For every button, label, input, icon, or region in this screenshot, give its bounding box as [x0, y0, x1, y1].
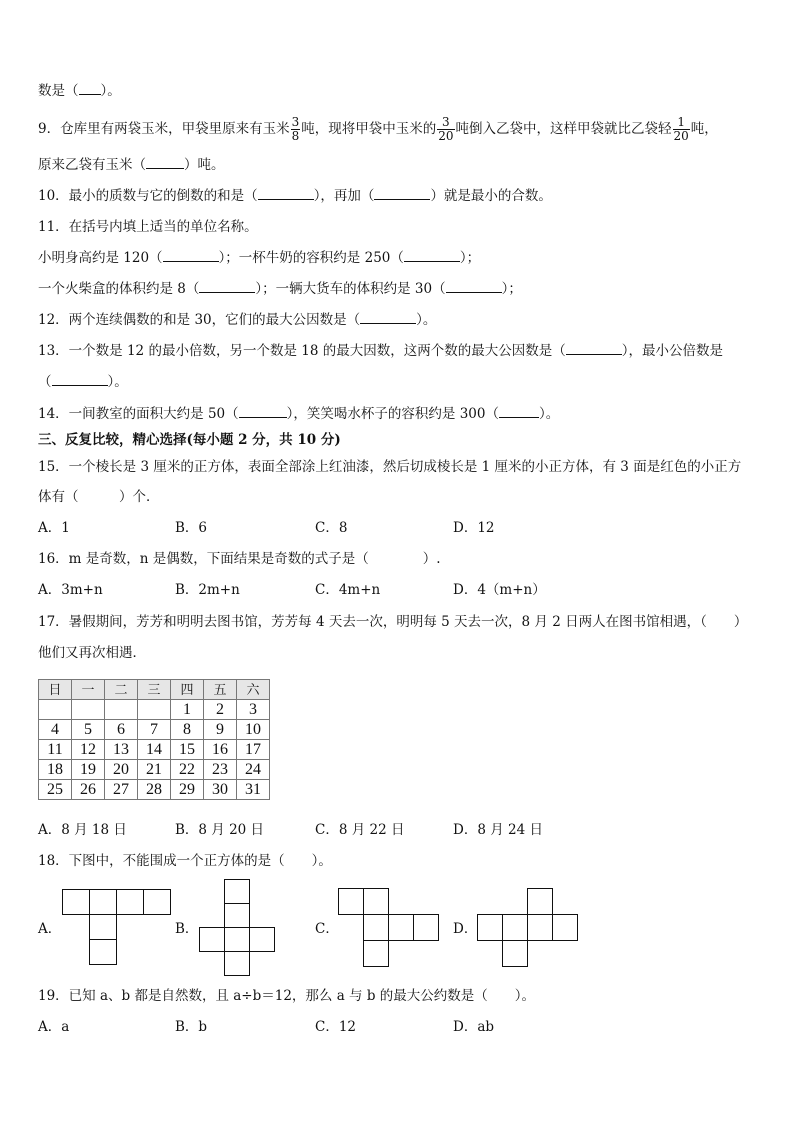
calendar-cell: 8 [171, 720, 204, 740]
calendar-cell: 24 [237, 760, 270, 780]
calendar-cell: 25 [39, 780, 72, 800]
option-c[interactable]: C．4m+n [315, 582, 381, 598]
option-b[interactable]: B． [175, 921, 199, 937]
net-square [339, 889, 364, 915]
net-square [553, 915, 578, 941]
calendar-cell: 16 [204, 740, 237, 760]
calendar-row [39, 720, 270, 740]
net-square [364, 941, 389, 967]
fraction: $\frac{1}{20}$ [673, 115, 689, 143]
net-square [225, 880, 250, 904]
section-3-heading: 三、反复比较，精心选择(每小题 2 分，共 10 分) [38, 432, 341, 448]
calendar-cell: 2 [204, 700, 237, 720]
calendar-cell [138, 700, 171, 720]
weekday-header: 三 [138, 680, 171, 700]
calendar-cell: 11 [39, 740, 72, 760]
net-square [90, 915, 117, 940]
calendar-cell [72, 700, 105, 720]
answer-blank[interactable] [239, 405, 287, 418]
calendar-cell: 7 [138, 720, 171, 740]
calendar-cell: 10 [237, 720, 270, 740]
question-15: 15．一个棱长是 3 厘米的正方体，表面全部涂上红油漆，然后切成棱长是 1 厘米的小正方体，有 3 面是红色的小正方 [38, 459, 742, 475]
calendar-header-row [39, 680, 270, 700]
cube-net-d [477, 888, 579, 968]
calendar-cell: 1 [171, 700, 204, 720]
answer-blank[interactable] [199, 280, 255, 293]
calendar-cell: 19 [72, 760, 105, 780]
calendar-cell: 26 [72, 780, 105, 800]
question-11-line2: 小明身高约是 120（ ）；一杯牛奶的容积约是 250（ ）； [38, 250, 481, 266]
answer-blank[interactable] [52, 373, 108, 386]
option-c[interactable]: C． [315, 921, 339, 937]
net-square [503, 941, 528, 967]
net-square [90, 940, 117, 965]
net-square [414, 915, 439, 941]
cube-net-b [199, 879, 277, 977]
option-c[interactable]: C．8 月 22 日 [315, 822, 405, 838]
answer-blank[interactable] [163, 249, 219, 262]
fraction: $\frac{3}{8}$ [291, 115, 300, 143]
option-a[interactable]: A．3m+n [38, 582, 103, 598]
net-square [225, 904, 250, 928]
question-16: 16．m 是奇数，n 是偶数，下面结果是奇数的式子是（ ）. [38, 551, 441, 567]
question-14: 14．一间教室的面积大约是 50（ ），笑笑喝水杯子的容积约是 300（ ）。 [38, 406, 560, 422]
calendar-cell: 29 [171, 780, 204, 800]
question-9-line2: 原来乙袋有玉米（ ）吨。 [38, 157, 225, 173]
option-a[interactable]: A．1 [38, 520, 70, 536]
calendar-cell: 3 [237, 700, 270, 720]
calendar-cell: 30 [204, 780, 237, 800]
question-9: 9．仓库里有两袋玉米，甲袋里原来有玉米 $\frac{3}{8}$ 吨，现将甲袋中玉米的 $\frac{3}{20}$ 吨倒入乙袋中，这样甲袋就比乙袋轻 $\frac{1}{20}$ 吨， [38, 115, 718, 143]
question-17-line2: 他们又再次相遇． [38, 645, 146, 661]
net-square [250, 928, 275, 952]
question-18: 18．下图中，不能围成一个正方体的是（ ）。 [38, 853, 332, 869]
answer-blank[interactable] [404, 249, 460, 262]
calendar-cell: 28 [138, 780, 171, 800]
question-15-line2: 体有（ ）个． [38, 489, 160, 505]
net-square [478, 915, 503, 941]
net-square [389, 915, 414, 941]
net-square [117, 890, 144, 915]
option-b[interactable]: B．6 [175, 520, 208, 536]
net-square [364, 889, 389, 915]
calendar-cell: 23 [204, 760, 237, 780]
answer-blank[interactable] [446, 280, 502, 293]
option-a[interactable]: A．8 月 18 日 [38, 822, 127, 838]
answer-blank[interactable] [258, 187, 314, 200]
question-11: 11．在括号内填上适当的单位名称。 [38, 219, 258, 235]
net-square [528, 915, 553, 941]
calendar-cell: 31 [237, 780, 270, 800]
calendar-cell: 21 [138, 760, 171, 780]
cube-net-c [338, 888, 440, 968]
weekday-header: 日 [39, 680, 72, 700]
cube-net-a [62, 889, 172, 967]
calendar-cell [105, 700, 138, 720]
option-d[interactable]: D． [453, 921, 478, 937]
calendar-cell: 14 [138, 740, 171, 760]
question-13-line2: （ ）。 [38, 374, 128, 390]
weekday-header: 六 [237, 680, 270, 700]
net-square [225, 928, 250, 952]
option-a[interactable]: A． [38, 921, 62, 937]
calendar-cell: 17 [237, 740, 270, 760]
option-b[interactable]: B．2m+n [175, 582, 240, 598]
calendar-row [39, 700, 270, 720]
answer-blank[interactable] [79, 82, 101, 95]
question-10: 10．最小的质数与它的倒数的和是（ ），再加（ ）就是最小的合数。 [38, 188, 552, 204]
answer-blank[interactable] [374, 187, 430, 200]
question-19: 19．已知 a、b 都是自然数，且 a÷b＝12，那么 a 与 b 的最大公约数是（ ）。 [38, 988, 536, 1004]
option-c[interactable]: C．12 [315, 1019, 357, 1035]
net-square [528, 889, 553, 915]
weekday-header: 五 [204, 680, 237, 700]
answer-blank[interactable] [146, 156, 184, 169]
calendar-row [39, 780, 270, 800]
fraction: $\frac{3}{20}$ [438, 115, 454, 143]
weekday-header: 四 [171, 680, 204, 700]
calendar-cell: 13 [105, 740, 138, 760]
weekday-header: 二 [105, 680, 138, 700]
calendar-cell [39, 700, 72, 720]
option-b[interactable]: B．b [175, 1019, 208, 1035]
option-d[interactable]: D．12 [453, 520, 495, 536]
calendar-row [39, 760, 270, 780]
weekday-header: 一 [72, 680, 105, 700]
answer-blank[interactable] [499, 405, 539, 418]
calendar-cell: 15 [171, 740, 204, 760]
net-square [63, 890, 90, 915]
net-square [364, 915, 389, 941]
question-11-line3: 一个火柴盒的体积约是 8（ ）；一辆大货车的体积约是 30（ ）； [38, 281, 522, 297]
calendar-cell: 9 [204, 720, 237, 740]
calendar-cell: 6 [105, 720, 138, 740]
question-17: 17．暑假期间，芳芳和明明去图书馆，芳芳每 4 天去一次，明明每 5 天去一次，8 月 2 日两人在图书馆相遇，（ ） [38, 614, 748, 630]
option-d[interactable]: D．4（m+n） [453, 582, 546, 598]
calendar-cell: 22 [171, 760, 204, 780]
calendar-cell: 27 [105, 780, 138, 800]
question-12: 12．两个连续偶数的和是 30，它们的最大公因数是（ ）。 [38, 312, 437, 328]
calendar-table [38, 679, 270, 800]
net-square [90, 890, 117, 915]
calendar-cell: 18 [39, 760, 72, 780]
calendar-cell: 5 [72, 720, 105, 740]
option-b[interactable]: B．8 月 20 日 [175, 822, 265, 838]
option-c[interactable]: C．8 [315, 520, 348, 536]
net-square [225, 952, 250, 976]
net-square [200, 928, 225, 952]
option-a[interactable]: A．a [38, 1019, 70, 1035]
net-square [144, 890, 171, 915]
q8-continuation: 数是（ ）。 [38, 83, 121, 99]
answer-blank[interactable] [360, 311, 416, 324]
option-d[interactable]: D．8 月 24 日 [453, 822, 543, 838]
calendar-cell: 12 [72, 740, 105, 760]
option-d[interactable]: D．ab [453, 1019, 495, 1035]
net-square [503, 915, 528, 941]
answer-blank[interactable] [566, 342, 622, 355]
calendar-row [39, 740, 270, 760]
question-13: 13．一个数是 12 的最小倍数，另一个数是 18 的最大因数，这两个数的最大公因数是（ ），最小公倍数是 [38, 343, 723, 359]
calendar-cell: 4 [39, 720, 72, 740]
calendar-cell: 20 [105, 760, 138, 780]
